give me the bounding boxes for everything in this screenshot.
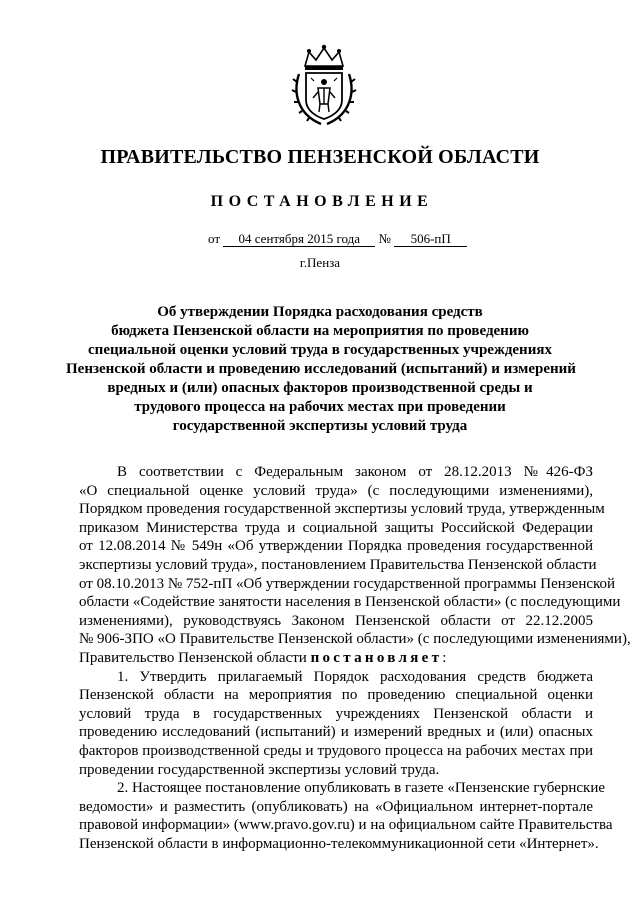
document-number: 506-пП — [394, 232, 467, 247]
document-type: ПОСТАНОВЛЕНИЕ — [210, 193, 434, 210]
body-line: Пензенской области в информационно-телекоммуникационной сети «Интернет». — [79, 835, 599, 852]
body-line: Порядком проведения государственной экспертизы условий труда, утвержденным — [79, 501, 605, 518]
heading-line: бюджета Пензенской области на мероприятия по проведению — [111, 323, 529, 339]
date-number-line — [208, 231, 467, 247]
heading-line: специальной оценки условий труда в государственных учреждениях — [88, 342, 552, 358]
body-line: факторов производственной среды и трудового процесса на рабочих местах при — [79, 742, 593, 759]
heading-line: Пензенской области и проведению исследований (испытаний) и измерений — [66, 361, 576, 377]
body-line: ведомости» и разместить (опубликовать) на «Официальном интернет-портале — [79, 798, 593, 815]
body-line: В соответствии с Федеральным законом от 28.12.2013 №426-ФЗ — [117, 464, 593, 480]
heading-line: вредных и (или) опасных факторов производственной среды и — [107, 380, 533, 396]
body-text: Правительство Пензенской области — [79, 649, 311, 666]
body-line — [79, 649, 593, 668]
body-line: Пензенской области на мероприятия по проведению специальной оценки — [79, 687, 593, 704]
body-line: экспертизы условий труда», постановлением Правительства Пензенской области — [79, 556, 597, 573]
date-prefix: от — [208, 231, 221, 246]
government-title: ПРАВИТЕЛЬСТВО ПЕНЗЕНСКОЙ ОБЛАСТИ — [100, 146, 540, 168]
body-line: № 906-ЗПО «О Правительстве Пензенской области» (с последующими изменениями), — [79, 631, 631, 648]
body-line: изменениями), руководствуясь Законом Пензенской области от 22.12.2005 — [79, 612, 593, 629]
heading-line: Об утверждении Порядка расходования средств — [157, 304, 483, 320]
body-line: 1. Утвердить прилагаемый Порядок расходования средств бюджета — [117, 668, 593, 685]
heading-line: трудового процесса на рабочих местах при проведении — [134, 399, 506, 415]
body-line: правовой информации» (www.pravo.gov.ru) и на официальном сайте Правительства — [79, 817, 613, 834]
body-line: области «Содействие занятости населения в Пензенской области» (с последующими — [79, 594, 621, 611]
body-line: от 12.08.2014 № 549н «Об утверждении Порядка проведения государственной — [79, 538, 593, 555]
body-line: условий труда в государственных учреждениях Пензенской области и — [79, 705, 593, 722]
heading-line: государственной экспертизы условий труда — [172, 418, 468, 434]
body-line: проведению исследований (испытаний) и измерений вредных и (или) опасных — [79, 724, 593, 741]
body-line: проведении государственной экспертизы условий труда. — [79, 761, 440, 778]
number-sign: № — [378, 231, 391, 246]
body-line: «О специальной оценке условий труда» (с последующими изменениями), — [79, 482, 593, 499]
document-date: 04 сентября 2015 года — [223, 232, 375, 247]
document-body — [79, 463, 631, 853]
body-line: от 08.10.2013 № 752-пП «Об утверждении государственной программы Пензенской — [79, 575, 616, 592]
resolves-word: постановляет — [310, 649, 443, 666]
body-text: : — [442, 649, 447, 666]
body-line: приказом Министерства труда и социальной защиты Российской Федерации — [79, 519, 593, 536]
body-line: 2. Настоящее постановление опубликовать в газете «Пензенские губернские — [117, 780, 606, 797]
penza-coat-of-arms-icon — [291, 44, 357, 128]
document-heading — [66, 303, 574, 436]
city: г.Пенза — [299, 255, 341, 270]
